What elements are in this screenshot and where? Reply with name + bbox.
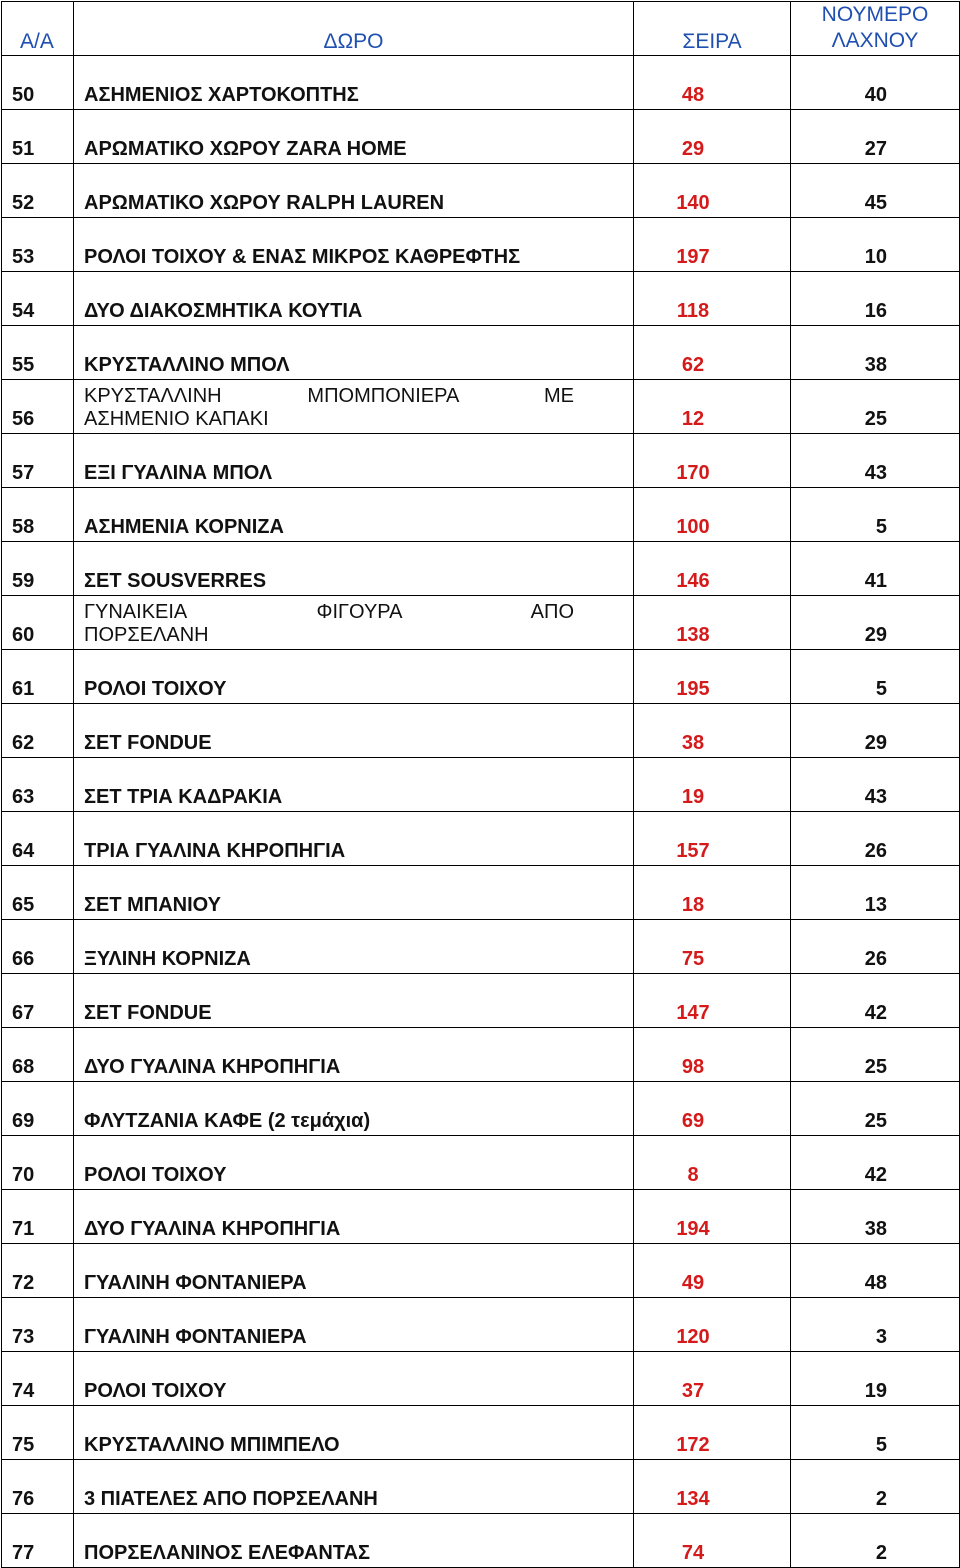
series-number: 157 (634, 812, 791, 866)
series-number: 138 (634, 596, 791, 650)
gift-description: ΡΟΛΟΙ ΤΟΙΧΟΥ & ΕΝΑΣ ΜΙΚΡΟΣ ΚΑΘΡΕΦΤΗΣ (74, 218, 634, 272)
ticket-number: 2 (791, 1460, 960, 1514)
table-row (2, 650, 960, 704)
series-number: 118 (634, 272, 791, 326)
series-number: 8 (634, 1136, 791, 1190)
header-ticket-line2: ΛΑΧΝΟΥ (831, 29, 919, 52)
table-row (2, 704, 960, 758)
ticket-number: 10 (791, 218, 960, 272)
row-number: 51 (2, 110, 74, 164)
table-row (2, 488, 960, 542)
row-number: 68 (2, 1028, 74, 1082)
row-number: 65 (2, 866, 74, 920)
gift-description: ΡΟΛΟΙ ΤΟΙΧΟΥ (74, 1352, 634, 1406)
ticket-number: 48 (791, 1244, 960, 1298)
series-number: 19 (634, 758, 791, 812)
ticket-number: 42 (791, 974, 960, 1028)
row-number: 56 (2, 380, 74, 434)
gift-description: ΑΡΩΜΑΤΙΚΟ ΧΩΡΟΥ RALPH LAUREN (74, 164, 634, 218)
ticket-number: 5 (791, 488, 960, 542)
table-row (2, 758, 960, 812)
row-number: 53 (2, 218, 74, 272)
table-row (2, 1082, 960, 1136)
series-number: 100 (634, 488, 791, 542)
row-number: 70 (2, 1136, 74, 1190)
prize-table (1, 1, 960, 1568)
table-row (2, 974, 960, 1028)
ticket-number: 25 (791, 380, 960, 434)
row-number: 74 (2, 1352, 74, 1406)
row-number: 58 (2, 488, 74, 542)
gift-description: ΔΥΟ ΔΙΑΚΟΣΜΗΤΙΚΑ ΚΟΥΤΙΑ (74, 272, 634, 326)
table-row (2, 380, 960, 434)
table-row (2, 56, 960, 110)
gift-description: ΔΥΟ ΓΥΑΛΙΝΑ ΚΗΡΟΠΗΓΙΑ (74, 1028, 634, 1082)
gift-description: ΑΡΩΜΑΤΙΚΟ ΧΩΡΟΥ ZARA HOME (74, 110, 634, 164)
table-row (2, 1352, 960, 1406)
table-row (2, 434, 960, 488)
series-number: 197 (634, 218, 791, 272)
row-number: 63 (2, 758, 74, 812)
table-row (2, 1028, 960, 1082)
gift-description: ΞΥΛΙΝΗ ΚΟΡΝΙΖΑ (74, 920, 634, 974)
header-aa: Α/Α (2, 2, 74, 56)
table-row (2, 1190, 960, 1244)
row-number: 66 (2, 920, 74, 974)
table-row (2, 164, 960, 218)
ticket-number: 13 (791, 866, 960, 920)
gift-description: ΚΡΥΣΤΑΛΛΙΝΟ ΜΠΙΜΠΕΛΟ (74, 1406, 634, 1460)
gift-description-line2: ΠΟΡΣΕΛΑΝΗ (84, 624, 209, 646)
gift-description: ΕΞΙ ΓΥΑΛΙΝΑ ΜΠΟΛ (74, 434, 634, 488)
gift-description-line1: ΓΥΝΑΙΚΕΙΑ ΦΙΓΟΥΡΑ ΑΠΟ (84, 601, 574, 623)
series-number: 62 (634, 326, 791, 380)
series-number: 38 (634, 704, 791, 758)
series-number: 140 (634, 164, 791, 218)
series-number: 195 (634, 650, 791, 704)
row-number: 57 (2, 434, 74, 488)
series-number: 172 (634, 1406, 791, 1460)
table-row (2, 1514, 960, 1568)
series-number: 75 (634, 920, 791, 974)
gift-description: ΑΣΗΜΕΝΙΑ ΚΟΡΝΙΖΑ (74, 488, 634, 542)
row-number: 73 (2, 1298, 74, 1352)
ticket-number: 2 (791, 1514, 960, 1568)
gift-description: ΤΡΙΑ ΓΥΑΛΙΝΑ ΚΗΡΟΠΗΓΙΑ (74, 812, 634, 866)
row-number: 55 (2, 326, 74, 380)
ticket-number: 29 (791, 704, 960, 758)
row-number: 60 (2, 596, 74, 650)
ticket-number: 25 (791, 1082, 960, 1136)
series-number: 18 (634, 866, 791, 920)
header-ticket (791, 2, 960, 56)
table-row (2, 1406, 960, 1460)
ticket-number: 45 (791, 164, 960, 218)
ticket-number: 38 (791, 1190, 960, 1244)
table-row (2, 1460, 960, 1514)
gift-description (74, 380, 634, 434)
ticket-number: 19 (791, 1352, 960, 1406)
series-number: 170 (634, 434, 791, 488)
table-row (2, 1136, 960, 1190)
series-number: 74 (634, 1514, 791, 1568)
series-number: 194 (634, 1190, 791, 1244)
gift-description: ΣΕΤ FONDUE (74, 704, 634, 758)
row-number: 76 (2, 1460, 74, 1514)
ticket-number: 40 (791, 56, 960, 110)
row-number: 71 (2, 1190, 74, 1244)
row-number: 62 (2, 704, 74, 758)
gift-description: ΚΡΥΣΤΑΛΛΙΝΟ ΜΠΟΛ (74, 326, 634, 380)
gift-description: ΣΕΤ ΤΡΙΑ ΚΑΔΡΑΚΙΑ (74, 758, 634, 812)
gift-description: ΡΟΛΟΙ ΤΟΙΧΟΥ (74, 650, 634, 704)
ticket-number: 27 (791, 110, 960, 164)
row-number: 61 (2, 650, 74, 704)
series-number: 29 (634, 110, 791, 164)
series-number: 147 (634, 974, 791, 1028)
series-number: 69 (634, 1082, 791, 1136)
ticket-number: 3 (791, 1298, 960, 1352)
header-gift: ΔΩΡΟ (74, 2, 634, 56)
ticket-number: 38 (791, 326, 960, 380)
row-number: 77 (2, 1514, 74, 1568)
series-number: 134 (634, 1460, 791, 1514)
ticket-number: 41 (791, 542, 960, 596)
ticket-number: 43 (791, 434, 960, 488)
row-number: 67 (2, 974, 74, 1028)
table-row (2, 326, 960, 380)
series-number: 12 (634, 380, 791, 434)
row-number: 52 (2, 164, 74, 218)
ticket-number: 25 (791, 1028, 960, 1082)
series-number: 37 (634, 1352, 791, 1406)
gift-description: ΡΟΛΟΙ ΤΟΙΧΟΥ (74, 1136, 634, 1190)
gift-description: ΣΕΤ SOUSVERRES (74, 542, 634, 596)
gift-description: ΓΥΑΛΙΝΗ ΦΟΝΤΑΝΙΕΡΑ (74, 1244, 634, 1298)
row-number: 75 (2, 1406, 74, 1460)
ticket-number: 26 (791, 812, 960, 866)
table-row (2, 920, 960, 974)
table-row (2, 542, 960, 596)
gift-description: ΣΕΤ ΜΠΑΝΙΟΥ (74, 866, 634, 920)
series-number: 98 (634, 1028, 791, 1082)
row-number: 64 (2, 812, 74, 866)
gift-description: ΦΛΥΤΖΑΝΙΑ ΚΑΦΕ (2 τεμάχια) (74, 1082, 634, 1136)
row-number: 50 (2, 56, 74, 110)
table-row (2, 866, 960, 920)
table-row (2, 218, 960, 272)
series-number: 49 (634, 1244, 791, 1298)
gift-description: ΠΟΡΣΕΛΑΝΙΝΟΣ ΕΛΕΦΑΝΤΑΣ (74, 1514, 634, 1568)
table-row (2, 812, 960, 866)
ticket-number: 26 (791, 920, 960, 974)
table-row (2, 596, 960, 650)
row-number: 59 (2, 542, 74, 596)
table-header (2, 2, 960, 56)
gift-description: ΣΕΤ FONDUE (74, 974, 634, 1028)
ticket-number: 16 (791, 272, 960, 326)
gift-description: 3 ΠΙΑΤΕΛΕΣ ΑΠΟ ΠΟΡΣΕΛΑΝΗ (74, 1460, 634, 1514)
ticket-number: 29 (791, 596, 960, 650)
table-row (2, 1298, 960, 1352)
gift-description: ΑΣΗΜΕΝΙΟΣ ΧΑΡΤΟΚΟΠΤΗΣ (74, 56, 634, 110)
ticket-number: 5 (791, 650, 960, 704)
table-row (2, 272, 960, 326)
gift-description: ΓΥΑΛΙΝΗ ΦΟΝΤΑΝΙΕΡΑ (74, 1298, 634, 1352)
series-number: 120 (634, 1298, 791, 1352)
gift-description: ΔΥΟ ΓΥΑΛΙΝΑ ΚΗΡΟΠΗΓΙΑ (74, 1190, 634, 1244)
row-number: 72 (2, 1244, 74, 1298)
table-row (2, 110, 960, 164)
gift-description-line1: ΚΡΥΣΤΑΛΛΙΝΗ ΜΠΟΜΠΟΝΙΕΡΑ ΜΕ (84, 385, 574, 407)
row-number: 69 (2, 1082, 74, 1136)
ticket-number: 5 (791, 1406, 960, 1460)
series-number: 48 (634, 56, 791, 110)
table-row (2, 1244, 960, 1298)
header-series: ΣΕΙΡΑ (634, 2, 791, 56)
gift-description (74, 596, 634, 650)
series-number: 146 (634, 542, 791, 596)
gift-description-line2: ΑΣΗΜΕΝΙΟ ΚΑΠΑΚΙ (84, 408, 269, 430)
row-number: 54 (2, 272, 74, 326)
ticket-number: 43 (791, 758, 960, 812)
ticket-number: 42 (791, 1136, 960, 1190)
header-ticket-line1: ΝΟΥΜΕΡΟ (821, 3, 929, 26)
